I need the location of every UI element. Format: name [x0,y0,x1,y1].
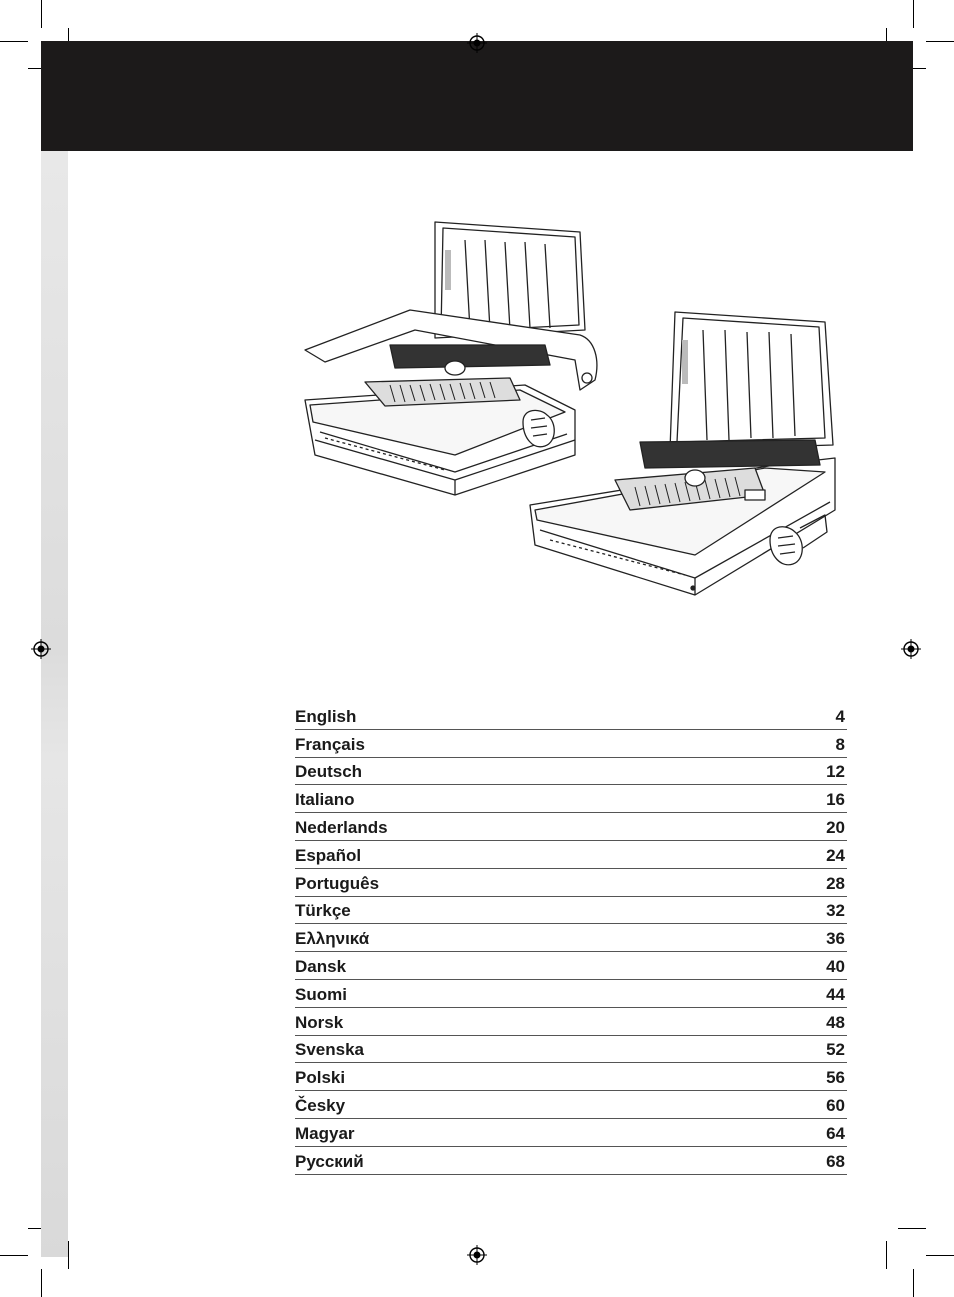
toc-page-number: 56 [826,1068,845,1088]
toc-entry[interactable] [295,1008,847,1036]
toc-page-number: 40 [826,956,845,976]
toc-page-number: 16 [826,790,845,810]
toc-language: Ελληνικά [295,929,370,949]
toc-language: Nederlands [295,817,388,837]
toc-language: English [295,706,357,726]
crop-mark [0,41,28,42]
toc-language: Türkçe [295,901,351,921]
crop-mark [41,0,42,28]
toc-entry[interactable] [295,813,847,841]
toc-entry[interactable] [295,980,847,1008]
toc-language: Русский [295,1151,364,1171]
toc-entry[interactable] [295,785,847,813]
toc-entry[interactable] [295,952,847,980]
toc-entry[interactable] [295,869,847,897]
machine-1 [305,222,597,495]
crop-mark [68,1241,69,1269]
crop-mark [926,1255,954,1256]
crosshair-registration-icon [901,639,921,659]
toc-page-number: 44 [826,984,845,1004]
crop-mark [41,1269,42,1297]
crop-mark [926,41,954,42]
toc-language: Español [295,845,362,865]
crop-mark [886,1241,887,1269]
toc-page-number: 32 [826,901,845,921]
toc-entry[interactable] [295,1036,847,1064]
toc-entry[interactable] [295,1063,847,1091]
crop-mark [913,0,914,28]
toc-language: Magyar [295,1123,355,1143]
toc-language: Português [295,873,380,893]
toc-page-number: 20 [826,817,845,837]
crosshair-registration-icon [467,1245,487,1265]
toc-entry[interactable] [295,924,847,952]
language-index [295,702,847,1175]
toc-page-number: 28 [826,873,845,893]
binding-machine-illustration [295,210,855,610]
toc-entry[interactable] [295,841,847,869]
toc-entry[interactable] [295,730,847,758]
toc-language: Dansk [295,956,347,976]
toc-page-number: 64 [826,1123,845,1143]
toc-entry[interactable] [295,1091,847,1119]
toc-language: Norsk [295,1012,344,1032]
toc-language: Français [295,734,365,754]
toc-page-number: 48 [826,1012,845,1032]
toc-page-number: 8 [835,734,845,754]
toc-language: Svenska [295,1040,364,1060]
toc-page-number: 52 [826,1040,845,1060]
toc-language: Česky [295,1095,346,1115]
toc-page-number: 4 [835,706,845,726]
toc-entry[interactable] [295,897,847,925]
toc-language: Italiano [295,790,355,810]
toc-language: Deutsch [295,762,363,782]
crosshair-registration-icon [31,639,51,659]
toc-entry[interactable] [295,1119,847,1147]
crop-mark [898,1228,926,1229]
header-band [41,41,913,151]
toc-language: Polski [295,1068,346,1088]
crop-mark [0,1255,28,1256]
toc-page-number: 12 [826,762,845,782]
toc-entry[interactable] [295,758,847,786]
toc-page-number: 36 [826,929,845,949]
toc-entry[interactable] [295,702,847,730]
crosshair-registration-icon [467,33,487,53]
toc-page-number: 68 [826,1151,845,1171]
toc-page-number: 60 [826,1095,845,1115]
toc-language: Suomi [295,984,347,1004]
toc-page-number: 24 [826,845,845,865]
toc-entry[interactable] [295,1147,847,1175]
side-strip [41,151,68,1257]
crop-mark [913,1269,914,1297]
